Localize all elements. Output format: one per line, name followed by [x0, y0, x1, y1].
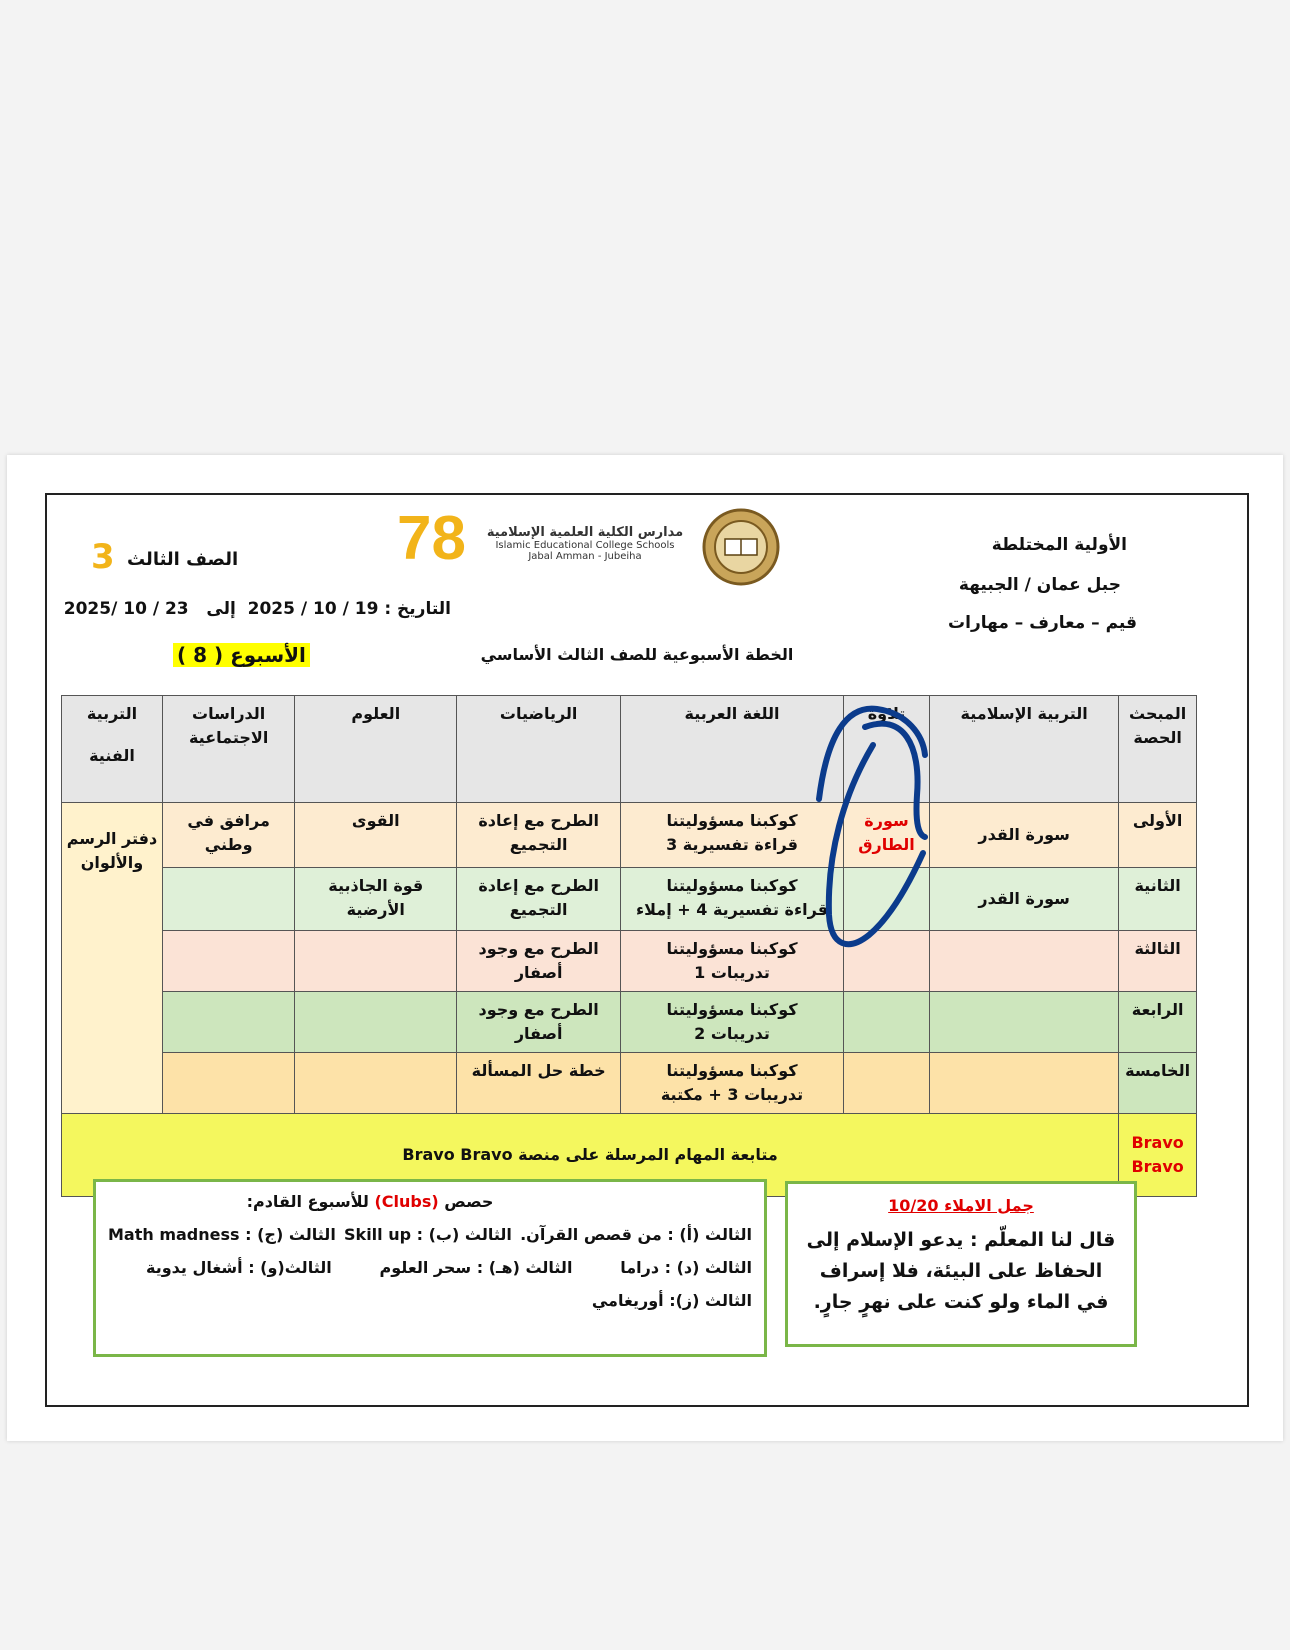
art-cell: دفتر الرسم والألوان: [62, 803, 163, 1114]
club-item: الثالث (أ) : من قصص القرآن.: [520, 1225, 752, 1244]
period-cell: الأولى: [1119, 803, 1197, 868]
header-social: الدراسات الاجتماعية: [162, 696, 294, 803]
school-type: الأولية المختلطة: [991, 535, 1127, 555]
dictation-title: جمل الاملاء 10/20: [888, 1196, 1034, 1215]
header-art: التربية الفنية: [62, 696, 163, 803]
anniversary-number: 78: [397, 504, 466, 573]
math-cell: خطة حل المسألة: [457, 1053, 621, 1114]
period-cell: الثانية: [1119, 868, 1197, 931]
header-math: الرياضيات: [457, 696, 621, 803]
plan-title: الخطة الأسبوعية للصف الثالث الأساسي: [480, 645, 794, 664]
bravo-label-cell: Bravo Bravo: [1119, 1114, 1197, 1197]
grade-number: 3: [91, 537, 115, 577]
grade-label: الصف الثالث: [127, 549, 239, 570]
bravo-text-cell: متابعة المهام المرسلة على منصة Bravo Bravo: [62, 1114, 1119, 1197]
clubs-title-clubs: (Clubs): [374, 1192, 439, 1211]
club-item: الثالث (ز): أوريغامي: [591, 1291, 752, 1310]
header-subject-period: المبحث الحصة: [1119, 696, 1197, 803]
dictation-text: قال لنا المعلّم : يدعو الإسلام إلى الحفاظ على البيئة، فلا إسراف في الماء ولو كنت على نهرٍ جارٍ.: [806, 1229, 1116, 1313]
logo-arabic: مدارس الكلية العلمية الإسلامية: [486, 525, 684, 540]
period-cell: الرابعة: [1119, 992, 1197, 1053]
islamic-cell: سورة القدر: [930, 868, 1119, 931]
science-cell: قوة الجاذبية الأرضية: [295, 868, 457, 931]
pen-scribble-icon: [47, 495, 1247, 1405]
logo-english-2: Jabal Amman - Jubeiha: [528, 551, 642, 562]
math-cell: الطرح مع وجود أصفار: [457, 931, 621, 992]
period-cell: الخامسة: [1119, 1053, 1197, 1114]
week-label: الأسبوع ( 8 ): [173, 643, 310, 667]
header-science: العلوم: [295, 696, 457, 803]
header-arabic: اللغة العربية: [621, 696, 844, 803]
arabic-cell: كوكبنا مسؤوليتنا تدريبات 1: [621, 931, 844, 992]
arabic-cell: كوكبنا مسؤوليتنا تدريبات 3 + مكتبة: [621, 1053, 844, 1114]
arabic-cell: كوكبنا مسؤوليتنا قراءة تفسيرية 3: [621, 803, 844, 868]
header-tilawa: تلاوة: [843, 696, 929, 803]
arabic-cell: كوكبنا مسؤوليتنا تدريبات 2: [621, 992, 844, 1053]
period-cell: الثالثة: [1119, 931, 1197, 992]
club-item: الثالث (ج) : Math madness: [108, 1225, 336, 1244]
math-cell: الطرح مع إعادة التجميع: [457, 868, 621, 931]
arabic-cell: كوكبنا مسؤوليتنا قراءة تفسيرية 4 + إملاء: [621, 868, 844, 931]
club-item: الثالث (ب) : Skill up: [344, 1225, 512, 1244]
clubs-title: حصص (Clubs) للأسبوع القادم:: [246, 1192, 494, 1211]
club-item: الثالث(و) : أشغال يدوية: [146, 1258, 332, 1277]
plan-frame: [45, 493, 1249, 1407]
date-range: التاريخ : 19 / 10 / 2025 إلى 23 / 10 /2025: [63, 599, 451, 619]
science-cell: القوى: [295, 803, 457, 868]
tilawa-cell: سورة الطارق: [843, 803, 929, 868]
islamic-cell: سورة القدر: [930, 803, 1119, 868]
math-cell: الطرح مع وجود أصفار: [457, 992, 621, 1053]
header-islamic: التربية الإسلامية: [930, 696, 1119, 803]
logo-english-1: Islamic Educational College Schools: [495, 540, 675, 551]
social-cell: مرافق في وطني: [162, 803, 294, 868]
branch-name: جبل عمان / الجبيهة: [958, 575, 1121, 595]
document-page: [7, 455, 1283, 1441]
club-item: الثالث (هـ) : سحر العلوم: [379, 1258, 573, 1277]
math-cell: الطرح مع إعادة التجميع: [457, 803, 621, 868]
school-motto: قيم – معارف – مهارات: [948, 613, 1137, 633]
club-item: الثالث (د) : دراما: [620, 1258, 752, 1277]
